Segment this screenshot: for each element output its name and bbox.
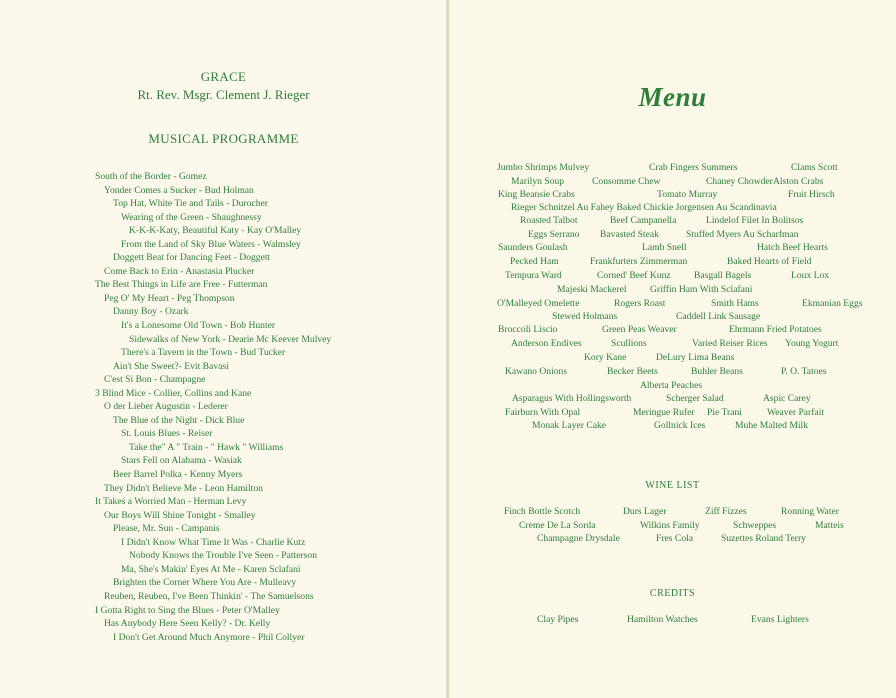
menu-item: Buhler Beans [691, 366, 743, 377]
menu-item: Chaney Chowder [706, 176, 773, 187]
menu-item: Muhe Malted Milk [735, 420, 809, 431]
menu-item: Asparagus With Hollingsworth [512, 393, 632, 404]
wine-item: Durs Lager [623, 506, 667, 517]
menu-item: Weaver Parfait [767, 407, 825, 418]
menu-item: Rogers Roast [614, 298, 666, 309]
song-item: Brighten the Corner Where You Are - Mulleavy [113, 577, 297, 589]
wine-line [449, 520, 896, 534]
programme-heading: MUSICAL PROGRAMME [148, 131, 299, 146]
wine-line [449, 533, 896, 547]
song-item: Top Hat, White Tie and Tails - Durocher [113, 198, 268, 210]
wine-item: Creme De La Sorda [519, 520, 596, 531]
song-item: Reuben, Reuben, I've Been Thinkin' - The Samuelsons [104, 590, 314, 602]
menu-item: Aspic Carey [763, 393, 811, 404]
menu-item: Tempura Ward [505, 270, 562, 281]
wine-item: Ziff Fizzes [705, 506, 747, 517]
menu-line [449, 229, 896, 243]
menu-item: Baked Hearts of Field [727, 256, 812, 267]
menu-item: King Beansie Crabs [498, 189, 575, 200]
song-item: It Takes a Worried Man - Herman Levy [95, 496, 247, 508]
wine-item: Schweppes [733, 520, 777, 531]
song-item: Wearing of the Green - Shaughnessy [121, 211, 262, 223]
song-item: They Didn't Believe Me - Leon Hamilton [104, 482, 263, 494]
menu-item: Bavasted Steak [600, 229, 659, 240]
wine-item: Finch Bottle Scotch [504, 506, 581, 517]
wine-item: Wilkins Family [640, 520, 700, 531]
song-item: Come Back to Erin - Anastasia Plucker [104, 265, 255, 277]
menu-item: Loux Lox [791, 270, 830, 281]
menu-item: Lindelof Filet In Bolitsos [706, 215, 804, 226]
menu-line [449, 407, 896, 421]
menu-item: Meringue Rufer [633, 407, 695, 418]
song-item: Ma, She's Makin' Eyes At Me - Karen Sclafani [121, 563, 301, 575]
menu-item: Alston Crabs [773, 176, 824, 187]
song-item: It's a Lonesome Old Town - Bob Hunter [121, 320, 276, 332]
menu-item: Saunders Goulash [498, 242, 568, 253]
song-item: Peg O' My Heart - Peg Thompson [104, 292, 235, 304]
song-item: Please, Mr. Sun - Campanis [113, 523, 220, 535]
menu-item: Varied Reiser Rices [692, 338, 768, 349]
song-item: O der Lieber Augustin - Lederer [104, 401, 228, 413]
menu-item: Ehrmann Fried Potatoes [729, 324, 822, 335]
menu-line [449, 270, 896, 284]
menu-item: Monak Layer Cake [532, 420, 607, 431]
menu-title: Menu [638, 82, 707, 112]
menu-item: Beef Campanella [610, 215, 677, 226]
menu-item: Stewed Holmans [552, 311, 618, 322]
menu-item: Kawano Onions [505, 366, 568, 377]
menu-item: Gollnick Ices [654, 420, 706, 431]
menu-line [449, 189, 896, 203]
song-item: Sidewalks of New York - Dearie Mc Keever Mulvey [129, 333, 332, 345]
song-item: South of the Border - Gomez [95, 171, 207, 182]
wine-item: Matteis [815, 520, 844, 531]
song-item: St. Louis Blues - Reiser [121, 428, 213, 440]
menu-item: Caddell Link Sausage [676, 311, 761, 322]
menu-item: Ekmanian Eggs [802, 298, 863, 309]
menu-item: Corned' Beef Kunz [597, 270, 671, 281]
menu-item: Eggs Serrano [528, 229, 580, 240]
song-item: Ain't She Sweet?- Evit Bavasi [113, 360, 229, 372]
menu-line [449, 366, 896, 380]
menu-item: Broccoli Liscio [498, 324, 558, 335]
menu-line [449, 162, 896, 176]
wine-item: Ronning Water [781, 506, 839, 517]
credits-line [449, 614, 896, 628]
menu-item: Fairburn With Opal [505, 407, 581, 418]
menu-line [449, 380, 896, 394]
song-item: Nobody Knows the Trouble I've Seen - Patterson [129, 550, 317, 562]
menu-item: Majeski Mackerel [557, 284, 627, 295]
menu-line [449, 352, 896, 366]
song-list [0, 170, 331, 644]
menu-item: Kory Kane [584, 352, 627, 363]
menu-item: Rieger Schnitzel Au Fahey Baked Chickie Jorgensen Au Scandinavia [511, 202, 777, 213]
menu-item: Marilyn Soup [511, 176, 565, 187]
song-item: Has Anybody Here Seen Kelly? - Dr. Kelly [104, 618, 271, 630]
menu-item: O'Malleyed Omelette [497, 298, 580, 309]
menu-item: Becker Beets [607, 366, 658, 377]
song-item: Stars Fell on Alabama - Wasiak [121, 455, 242, 467]
menu-line [449, 311, 896, 325]
song-item: C'est Si Bon - Champagne [104, 374, 206, 386]
menu-line [449, 202, 896, 216]
menu-line [449, 298, 896, 312]
song-item: From the Land of Sky Blue Waters - Walmsley [121, 238, 301, 250]
grace-officiant: Rt. Rev. Msgr. Clement J. Rieger [137, 87, 310, 102]
song-item: Doggett Beat for Dancing Feet - Doggett [113, 252, 271, 264]
menu-item: Tomato Murray [657, 189, 718, 200]
menu-item: Consomme Chew [592, 176, 661, 187]
menu-item: Crab Fingers Summers [649, 162, 738, 173]
menu-line [449, 324, 896, 338]
song-item: Danny Boy - Ozark [113, 306, 189, 318]
menu-item: Roasted Talbot [520, 215, 578, 226]
menu-line [449, 420, 896, 434]
menu-item: Scherger Salad [666, 393, 724, 404]
menu-item: Jumbo Shrimps Mulvey [497, 162, 590, 173]
menu-item: Clams Scott [791, 162, 838, 173]
menu-line [449, 176, 896, 190]
menu-item: Lamb Snell [642, 242, 687, 253]
wine-item: Suzettes Roland Terry [721, 533, 806, 544]
menu-item: Smith Hams [711, 298, 759, 309]
menu-item: DeLury Lima Beans [656, 352, 735, 363]
wine-item: Champagne Drysdale [537, 533, 620, 544]
left-page [0, 0, 447, 698]
song-item: The Best Things in Life are Free - Futterman [95, 279, 268, 291]
credit-item: Evans Lighters [751, 614, 809, 625]
menu-item: Young Yogurt [785, 338, 839, 349]
song-item: I Don't Get Around Much Anymore - Phil Collyer [113, 631, 305, 643]
song-item: Our Boys Will Shine Tonight - Smalley [104, 509, 256, 521]
menu-item: Alberta Peaches [640, 380, 703, 391]
song-item: K-K-K-Katy, Beautiful Katy - Kay O'Malley [129, 225, 302, 237]
menu-item: Hatch Beef Hearts [757, 242, 828, 253]
song-item: 3 Blind Mice - Collier, Collins and Kane [95, 387, 252, 399]
credit-item: Hamilton Watches [627, 614, 698, 625]
menu-line [449, 284, 896, 298]
menu-line [449, 215, 896, 229]
menu-item: P. O. Tatoes [781, 366, 827, 377]
song-item: The Blue of the Night - Dick Blue [113, 414, 245, 426]
credit-item: Clay Pipes [537, 614, 579, 625]
menu-line [449, 242, 896, 256]
menu-item: Stuffed Myers Au Scharfman [686, 229, 799, 240]
menu-item: Anderson Endives [511, 338, 582, 349]
menu-line [449, 256, 896, 270]
menu-item: Frankfurters Zimmerman [590, 256, 688, 267]
menu-item: Pie Trani [707, 407, 742, 418]
wine-item: Fres Cola [656, 533, 694, 544]
menu-item: Pecked Ham [510, 256, 559, 267]
credits-heading: CREDITS [649, 588, 696, 599]
grace-heading: GRACE [200, 69, 247, 84]
song-item: There's a Tavern in the Town - Bud Tucker [121, 347, 286, 359]
wine-list-heading: WINE LIST [645, 480, 700, 491]
menu-line [449, 338, 896, 352]
menu-item: Fruit Hirsch [788, 189, 835, 200]
song-item: I Didn't Know What Time It Was - Charlie Kutz [121, 536, 306, 548]
menu-item: Green Peas Weaver [602, 324, 677, 335]
song-item: Yonder Comes a Sucker - Bud Holman [104, 184, 254, 196]
song-item: Beer Barrel Polka - Kenny Myers [113, 469, 243, 481]
right-page [449, 0, 896, 698]
wine-line [449, 506, 896, 520]
menu-item: Griffin Ham With Sclafani [650, 284, 753, 295]
song-item: I Gotta Right to Sing the Blues - Peter O'Malley [95, 604, 280, 616]
song-item: Take the" A " Train - " Hawk " Williams [129, 441, 284, 453]
menu-item: Basgall Bagels [694, 270, 752, 281]
menu-line [449, 393, 896, 407]
menu-item: Scullions [611, 338, 647, 349]
